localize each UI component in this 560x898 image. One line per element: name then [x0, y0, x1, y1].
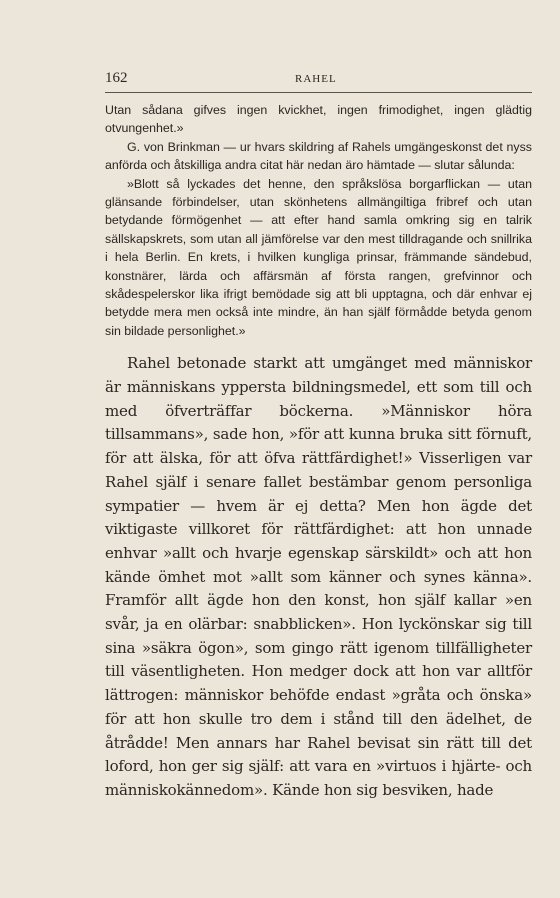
page-number: 162	[105, 70, 128, 86]
body-paragraph: Rahel betonade starkt att umgänget med människor är människans yppersta bildningsmedel, ett som till och med öfverträffar böckerna. »Människor höra tillsammans», sade hon, »för att kunna bruka sitt förnuft, för att älska, för att öfva rättfärdighet!» Visserligen var Rahel själf i senare fallet bestämbar genom personliga sympatier — hvem är ej detta? Men hon ägde det viktigaste villkoret för rättfärdighet: att hon unnade enhvar »allt och hvarje egenskap särskildt» och att hon kände ömhet mot »allt som känner och synes känna». Framför allt ägde hon den konst, hon själf kallar »en svår, ja en olärbar: snabblicken». Hon lyckönskar sig till sina »säkra ögon», som gingo rätt igenom tillfälligheter till väsentligheten. Hon medger dock att hon var alltför lättrogen: människor behöfde endast »gråta och önska» för att hon skulle tro dem i stånd till den ädelhet, de åtrådde! Men annars har Rahel bevisat sin rätt till det loford, hon ger sig själf: att vara en »virtuos i hjärte- och människokännedom». Kände hon sig besviken, hade	[105, 354, 532, 799]
book-page	[105, 70, 532, 803]
quote-paragraph: »Blott så lyckades det henne, den språkslösa borgarflickan — utan glänsande förbindelser, utan skönhetens allmängiltiga fribref och utan betydande förmögenhet — att efter hand samla omkring sig en talrik sällskapskrets, som utan all jämförelse var den mest tilldragande och snillrika i hela Berlin. En krets, i hvilken kungliga prinsar, främmande sändebud, konstnärer, lärda och affärsmän af första rangen, grefvinnor och skådespelerskor lika ifrigt bemödade sig att bli upptagna, och där enhvar ej betydde mera men också inte mindre, än han själf förmådde betyda genom sin bildade personlighet.»	[105, 176, 532, 338]
quote-paragraph: Utan sådana gifves ingen kvickhet, ingen frimodighet, ingen glädtig otvungenhet.»	[105, 103, 532, 136]
quote-paragraph: G. von Brinkman — ur hvars skildring af Rahels umgängeskonst det nyss anförda och åtskilliga andra citat här nedan äro hämtade — slutar sålunda:	[105, 139, 532, 173]
running-title: RAHEL	[295, 73, 337, 85]
body-text	[105, 352, 532, 802]
quote-block	[105, 101, 532, 340]
header-rule	[105, 92, 532, 93]
running-head	[105, 70, 532, 92]
